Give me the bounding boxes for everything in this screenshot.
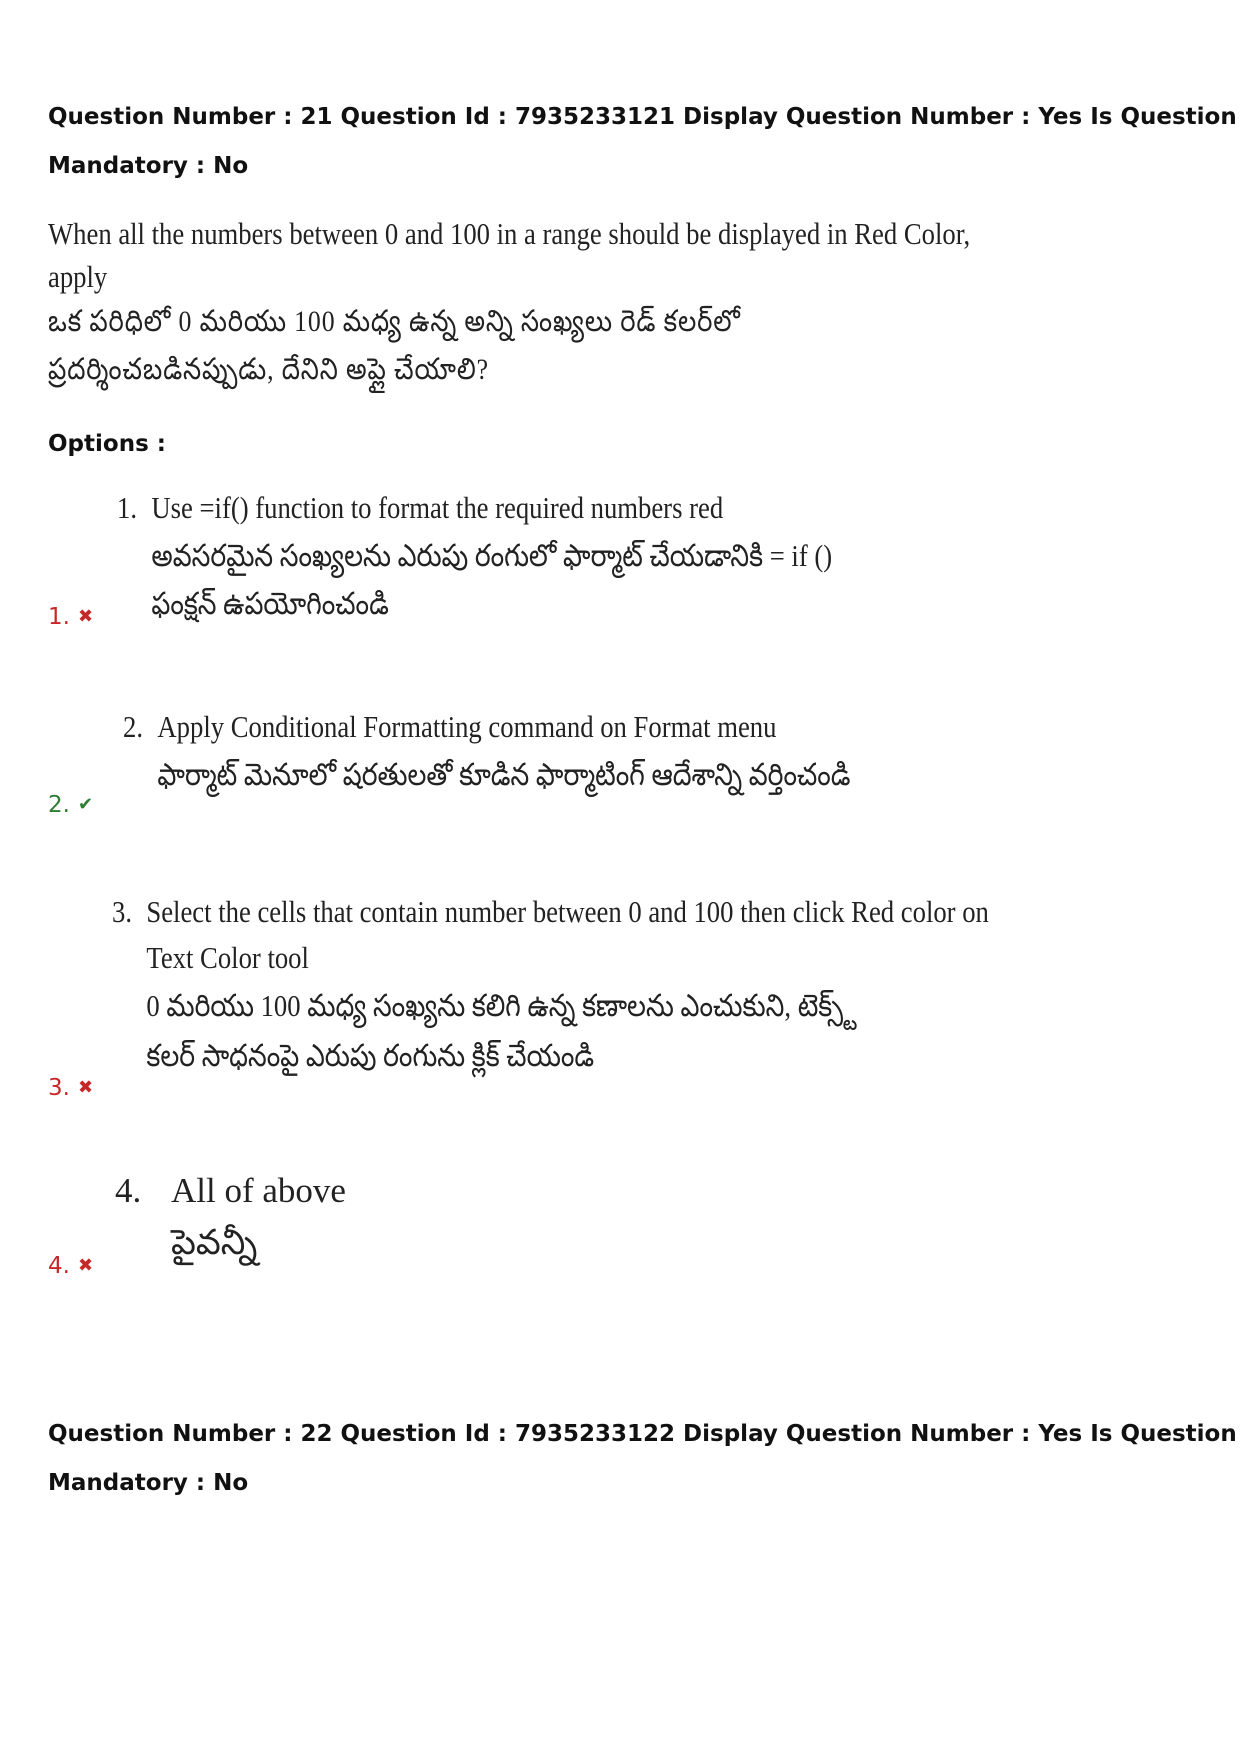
question-text — [48, 212, 970, 394]
option-text-te: 0 మరియు 100 మధ్య సంఖ్యను కలిగి ఉన్న కణాలను ఎంచుకుని, టెక్స్ట్ — [146, 988, 857, 1023]
option-index: 1. — [117, 490, 137, 525]
option-index: 4. — [115, 1171, 142, 1210]
question-text-te: ఒక పరిధిలో 0 మరియు 100 మధ్య ఉన్న అన్ని సంఖ్యలు రెడ్ కలర్‌లో — [48, 305, 741, 338]
question-header — [48, 93, 1237, 191]
question-text-en: apply — [48, 259, 108, 294]
option-number: 4. — [48, 1253, 70, 1279]
option-4-number — [48, 1251, 93, 1281]
option-number: 3. — [48, 1075, 70, 1101]
option-text-te: ఫంక్షన్ ఉపయోగించండి — [151, 586, 389, 621]
option-text-en: All of above — [171, 1171, 346, 1210]
question-meta-line: Question Number : 21 Question Id : 7935233121 Display Question Number : Yes Is Question — [48, 104, 1237, 130]
question-mandatory-line: Mandatory : No — [48, 1470, 249, 1496]
option-text-en: Apply Conditional Formatting command on Format menu — [157, 709, 777, 744]
option-number: 1. — [48, 604, 70, 630]
option-3-number — [48, 1073, 93, 1103]
option-index: 3. — [112, 894, 132, 929]
option-text-te: పైవన్నీ — [171, 1223, 258, 1262]
wrong-mark-icon: ✖ — [77, 1255, 94, 1276]
option-text-te: అవసరమైన సంఖ్యలను ఎరుపు రంగులో ఫార్మాట్ చేయడానికి = if () — [151, 538, 833, 573]
options-label: Options : — [48, 431, 166, 457]
question-text-te: ప్రదర్శించబడినప్పుడు, దేనిని అప్లై చేయాలి? — [48, 353, 489, 386]
option-index: 2. — [123, 709, 143, 744]
option-number: 2. — [48, 792, 70, 818]
option-text-en: Use =if() function to format the required numbers red — [151, 490, 724, 525]
option-text-en: Text Color tool — [146, 940, 309, 975]
option-1-number — [48, 602, 93, 632]
wrong-mark-icon: ✖ — [77, 606, 94, 627]
question-header — [48, 1410, 1237, 1508]
wrong-mark-icon: ✖ — [77, 1077, 94, 1098]
option-2-number — [48, 790, 93, 820]
question-mandatory-line: Mandatory : No — [48, 153, 249, 179]
option-text-te: కలర్ సాధనంపై ఎరుపు రంగును క్లిక్ చేయండి — [146, 1038, 595, 1073]
question-meta-line: Question Number : 22 Question Id : 7935233122 Display Question Number : Yes Is Question — [48, 1421, 1237, 1447]
option-text-en: Select the cells that contain number between 0 and 100 then click Red color on — [146, 894, 989, 929]
check-mark-icon: ✔ — [77, 794, 94, 815]
option-text-te: ఫార్మాట్ మెనూలో షరతులతో కూడిన ఫార్మాటింగ్ ఆదేశాన్ని వర్తించండి — [157, 757, 851, 792]
question-text-en: When all the numbers between 0 and 100 in a range should be displayed in Red Color, — [48, 216, 971, 251]
